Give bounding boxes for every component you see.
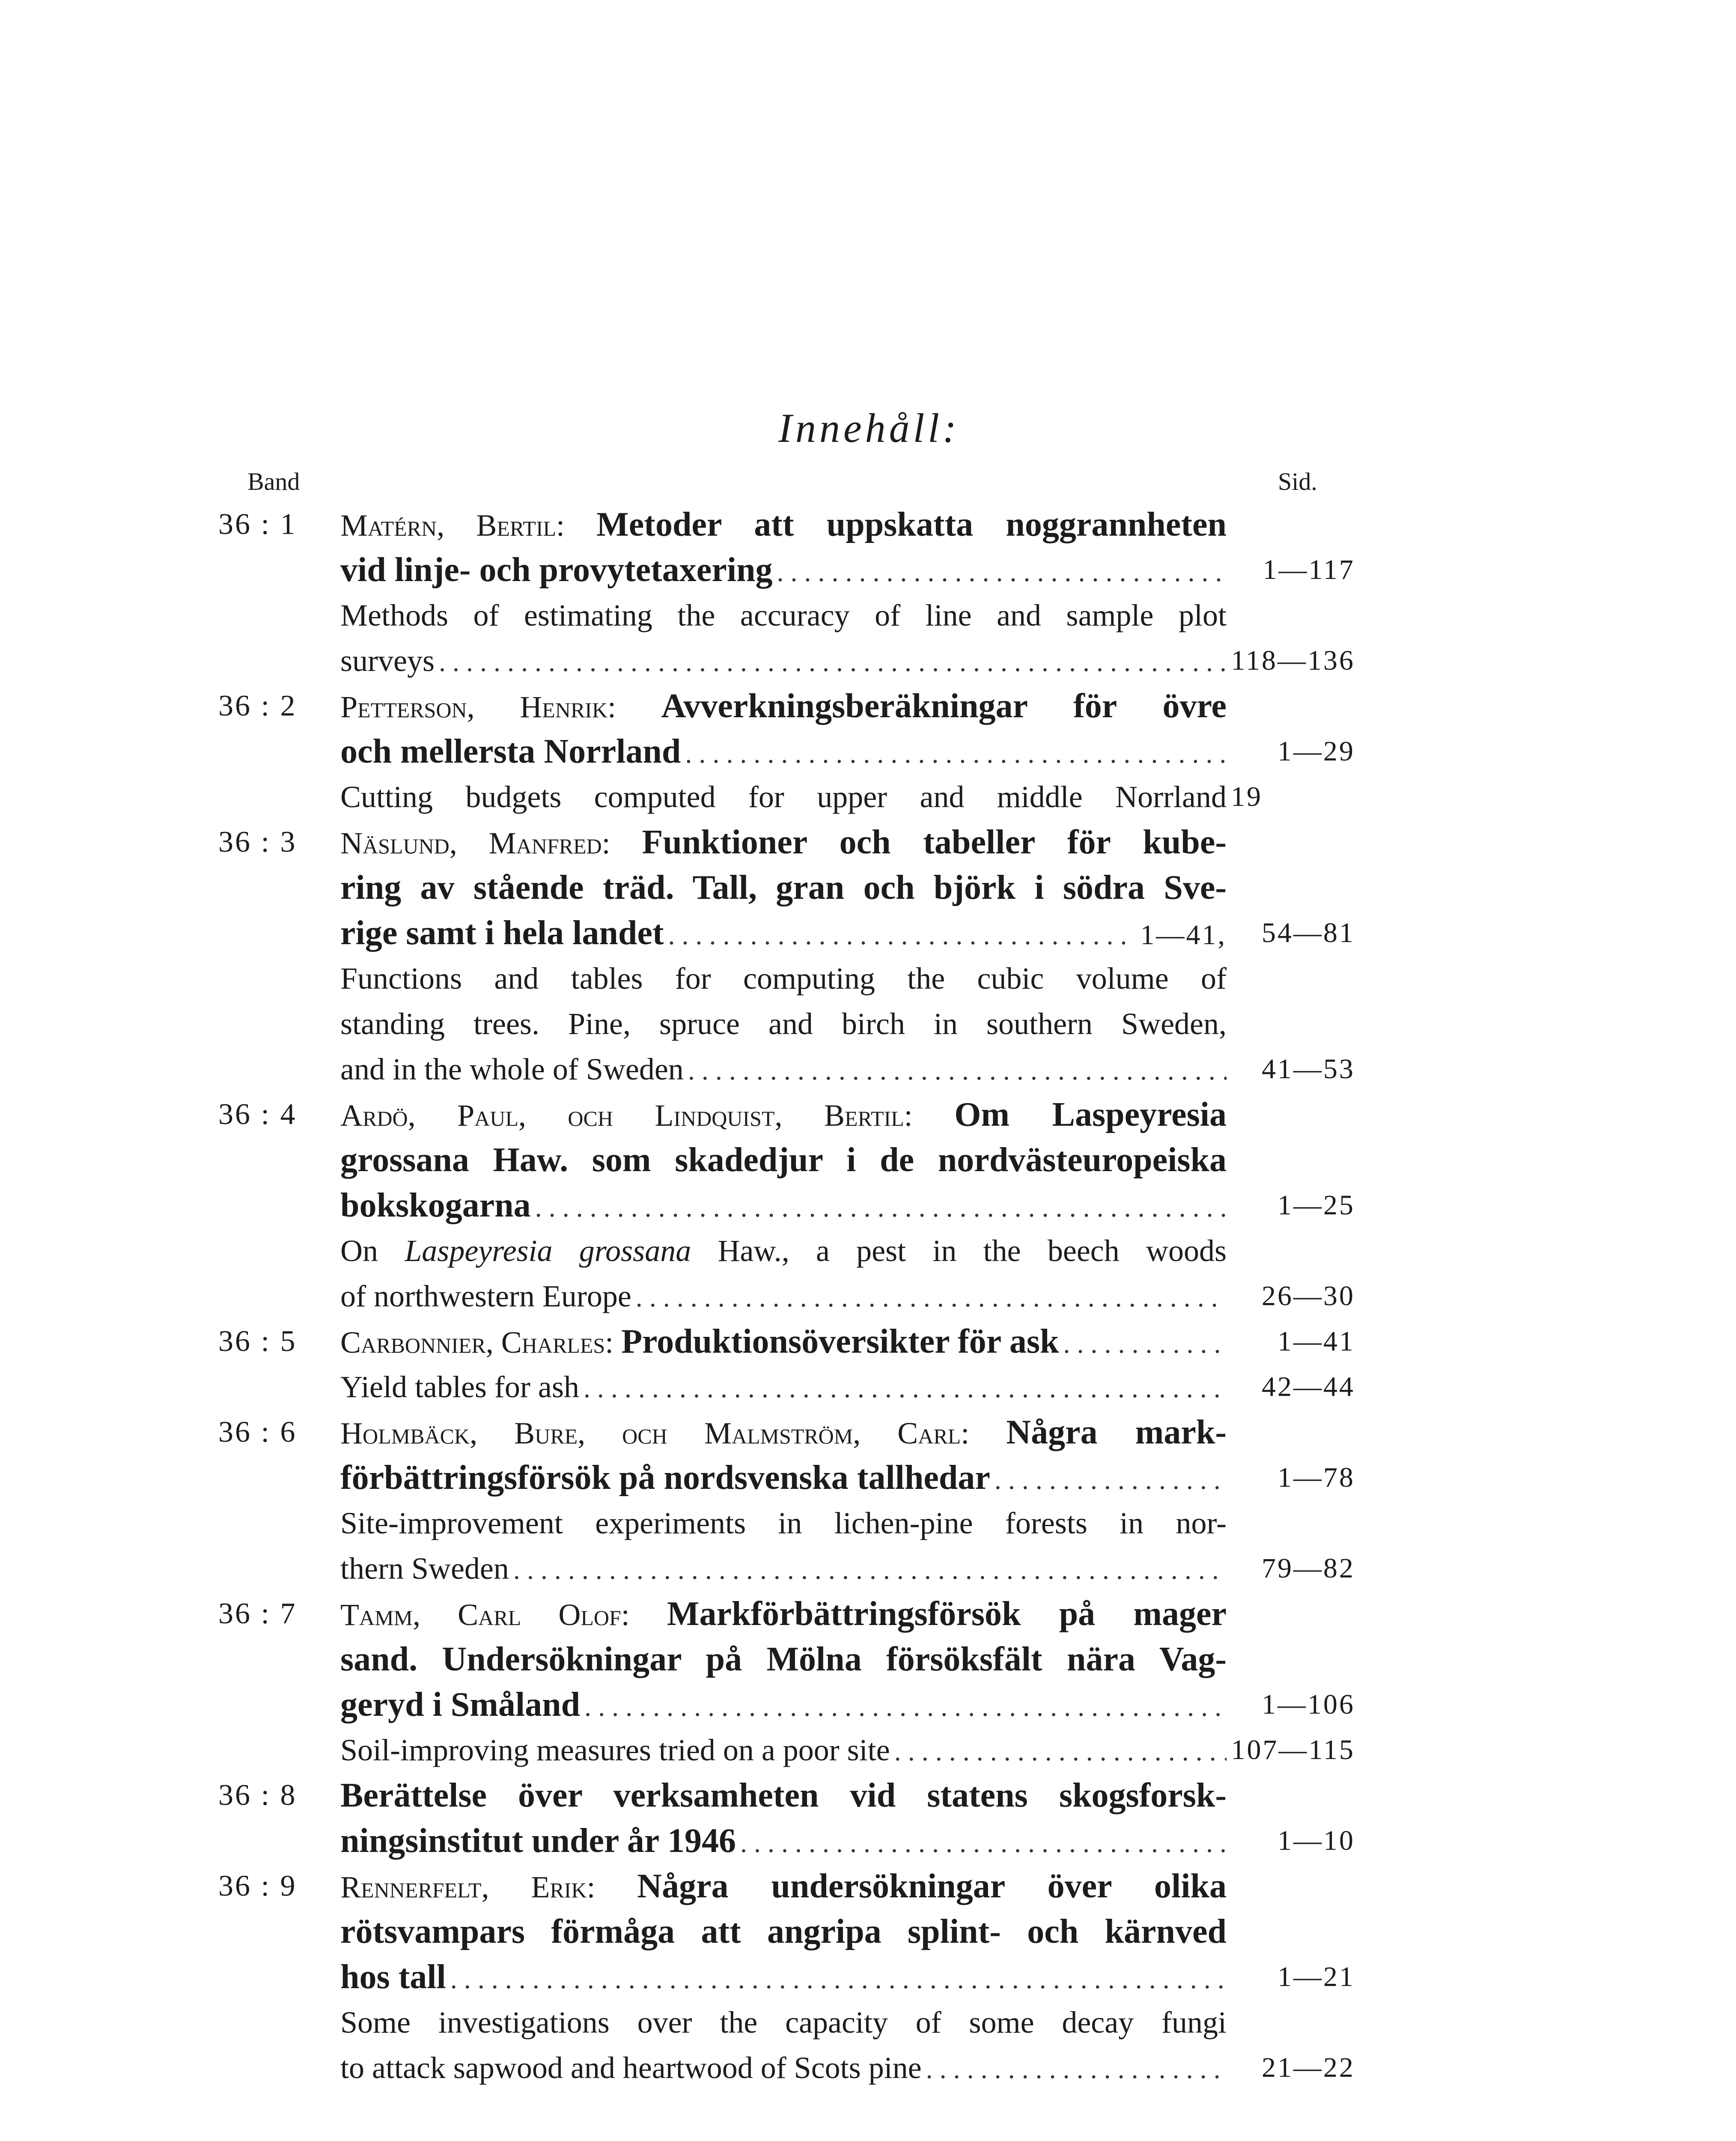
entry-title: ningsinstitut under år 1946	[340, 1822, 736, 1860]
page-range: 118—136	[1231, 645, 1355, 676]
author: Petterson, Henrik:	[340, 690, 616, 724]
leader-dots	[685, 731, 1227, 776]
entry-line	[340, 1228, 1227, 1273]
band-number: 36 : 2	[218, 689, 297, 722]
leader-dots	[995, 1457, 1227, 1503]
page-range: 1—106	[1262, 1689, 1355, 1720]
entry-line	[340, 1591, 1227, 1637]
band-number: 36 : 5	[218, 1325, 297, 1358]
page-range: 1—10	[1277, 1825, 1355, 1856]
entry-line	[340, 1455, 1355, 1500]
toc-entry	[0, 683, 1736, 820]
entry-line	[340, 547, 1355, 593]
page-range: 1—41	[1277, 1326, 1355, 1357]
entry-line	[340, 1183, 1355, 1228]
translation: Yield tables for ash	[340, 1370, 579, 1404]
translation: and in the whole of Sweden	[340, 1052, 684, 1086]
translation: of northwestern Europe	[340, 1279, 631, 1313]
entry-line	[340, 865, 1227, 910]
page-range: 1—29	[1277, 736, 1355, 767]
entry-title: rötsvampars förmåga att angripa splint- och kärnved	[340, 1913, 1227, 1950]
entry-line	[340, 956, 1227, 1001]
author: Näslund, Manfred:	[340, 826, 610, 860]
band-column-header: Band	[247, 468, 300, 495]
entry-line	[340, 729, 1355, 774]
species-name: Laspeyresia grossana	[405, 1234, 691, 1268]
entry-title: grossana Haw. som skadedjur i de nordvästeuropeiska	[340, 1141, 1227, 1179]
leader-dots	[513, 1547, 1227, 1592]
leader-dots	[584, 1366, 1227, 1411]
author: Carbonnier, Charles:	[340, 1325, 614, 1360]
page-range: 1—41,	[1140, 919, 1227, 951]
leader-dots	[777, 549, 1227, 595]
leader-dots	[450, 1956, 1227, 2002]
page-range: 42—44	[1262, 1371, 1355, 1402]
entry-line	[340, 1364, 1355, 1410]
entry-title: Några undersökningar över olika	[637, 1867, 1227, 1905]
page-range: 21—22	[1262, 2052, 1355, 2083]
leader-dots	[894, 1729, 1227, 1774]
translation: Methods of estimating the accuracy of line and sample plot	[340, 598, 1227, 632]
entry-title: Om Laspeyresia	[954, 1096, 1227, 1133]
entry-title: rige samt i hela landet	[340, 914, 664, 952]
table-of-contents	[0, 502, 1736, 2090]
entry-line	[340, 2000, 1227, 2045]
entry-line	[340, 1137, 1227, 1183]
entry-line	[340, 593, 1227, 638]
page-title: Innehåll:	[778, 405, 960, 451]
entry-title: Berättelse över verksamheten vid statens skogsforsk-	[340, 1777, 1227, 1814]
entry-line	[340, 1047, 1355, 1092]
toc-entry	[0, 1864, 1736, 2090]
entry-title: ring av stående träd. Tall, gran och björk i södra Sve-	[340, 869, 1227, 906]
entry-line	[340, 1954, 1355, 2000]
entry-title: förbättringsförsök på nordsvenska tallhedar	[340, 1459, 990, 1497]
author: Ardö, Paul, och Lindquist, Bertil:	[340, 1098, 913, 1133]
page-range: 26—30	[1262, 1280, 1355, 1312]
translation: surveys	[340, 644, 435, 678]
toc-entry	[0, 1092, 1736, 1319]
entry-line	[340, 774, 1263, 820]
entry-title: geryd i Småland	[340, 1686, 581, 1724]
leader-dots	[1063, 1321, 1227, 1366]
toc-entry	[0, 1410, 1736, 1591]
entry-line	[340, 1319, 1355, 1364]
page-range: 1—21	[1277, 1961, 1355, 1992]
entry-title: Avverkningsberäkningar för övre	[661, 687, 1227, 725]
toc-entry	[0, 1773, 1736, 1864]
entry-title: bokskogarna	[340, 1187, 531, 1224]
entry-line	[340, 1092, 1227, 1137]
translation: Some investigations over the capacity of some decay fungi	[340, 2005, 1227, 2040]
author: Matérn, Bertil:	[340, 508, 565, 543]
entry-line	[340, 1727, 1355, 1773]
toc-entry	[0, 820, 1736, 1092]
leader-dots	[668, 912, 1134, 958]
band-number: 36 : 6	[218, 1416, 297, 1449]
translation: Functions and tables for computing the cubic volume of	[340, 961, 1227, 996]
entry-line	[340, 683, 1227, 729]
toc-entry	[0, 1591, 1736, 1773]
page-range: 107—115	[1231, 1734, 1355, 1765]
translation: On	[340, 1234, 378, 1268]
entry-line	[340, 1818, 1355, 1864]
entry-line	[340, 1909, 1227, 1954]
entry-line	[340, 1546, 1355, 1591]
entry-line	[340, 502, 1227, 547]
entry-title: vid linje- och provytetaxering	[340, 551, 773, 589]
page-range: 79—82	[1262, 1553, 1355, 1584]
translation: Haw., a pest in the beech woods	[718, 1234, 1227, 1268]
entry-title: Produktionsöversikter för ask	[621, 1323, 1059, 1360]
leader-dots	[584, 1684, 1227, 1729]
band-number: 36 : 3	[218, 826, 297, 859]
page-range: 1—78	[1277, 1462, 1355, 1493]
entry-title: och mellersta Norrland	[340, 733, 681, 770]
author: Tamm, Carl Olof:	[340, 1598, 630, 1632]
page-range: 1—117	[1263, 554, 1355, 585]
entry-line	[340, 1001, 1227, 1047]
entry-line	[340, 1637, 1227, 1682]
leader-dots	[439, 639, 1227, 685]
leader-dots	[636, 1275, 1227, 1320]
entry-line	[340, 638, 1355, 683]
band-number: 36 : 4	[218, 1098, 297, 1131]
translation: thern Sweden	[340, 1551, 509, 1586]
translation: Cutting budgets computed for upper and middle Norrland	[340, 780, 1227, 814]
page-column-header: Sid.	[1278, 468, 1317, 495]
entry-line	[340, 1410, 1227, 1455]
toc-entry	[0, 1319, 1736, 1410]
entry-line	[340, 1273, 1355, 1319]
entry-line	[340, 1682, 1355, 1727]
page-range: 54—81	[1262, 917, 1355, 948]
translation: to attack sapwood and heartwood of Scots pine	[340, 2051, 922, 2085]
entry-title: Metoder att uppskatta noggrannheten	[596, 506, 1227, 543]
translation: Soil-improving measures tried on a poor site	[340, 1733, 890, 1767]
entry-line	[340, 1864, 1227, 1909]
leader-dots	[535, 1185, 1227, 1230]
band-number: 36 : 9	[218, 1870, 297, 1902]
page-range: 1—25	[1277, 1190, 1355, 1221]
entry-title: Funktioner och tabeller för kube-	[642, 823, 1227, 861]
toc-entry	[0, 502, 1736, 683]
leader-dots	[926, 2046, 1227, 2092]
author: Rennerfelt, Erik:	[340, 1870, 596, 1904]
entry-title: Markförbättringsförsök på mager	[667, 1595, 1227, 1633]
entry-line	[340, 1500, 1227, 1546]
entry-line	[340, 1773, 1227, 1818]
entry-title: sand. Undersökningar på Mölna försöksfält nära Vag-	[340, 1640, 1227, 1678]
page-range: 19	[1231, 781, 1263, 812]
band-number: 36 : 1	[218, 508, 297, 541]
entry-line	[340, 820, 1227, 865]
leader-dots	[688, 1048, 1227, 1093]
author: Holmbäck, Bure, och Malmström, Carl:	[340, 1416, 970, 1450]
entry-line	[340, 2045, 1355, 2090]
leader-dots	[740, 1820, 1227, 1866]
page-range: 41—53	[1262, 1053, 1355, 1085]
band-number: 36 : 7	[218, 1597, 297, 1630]
band-number: 36 : 8	[218, 1779, 297, 1812]
entry-title: Några mark-	[1006, 1413, 1227, 1451]
translation: standing trees. Pine, spruce and birch in southern Sweden,	[340, 1007, 1227, 1041]
translation: Site-improvement experiments in lichen-pine forests in nor-	[340, 1506, 1227, 1540]
entry-title: hos tall	[340, 1958, 446, 1996]
entry-line	[340, 910, 1355, 956]
